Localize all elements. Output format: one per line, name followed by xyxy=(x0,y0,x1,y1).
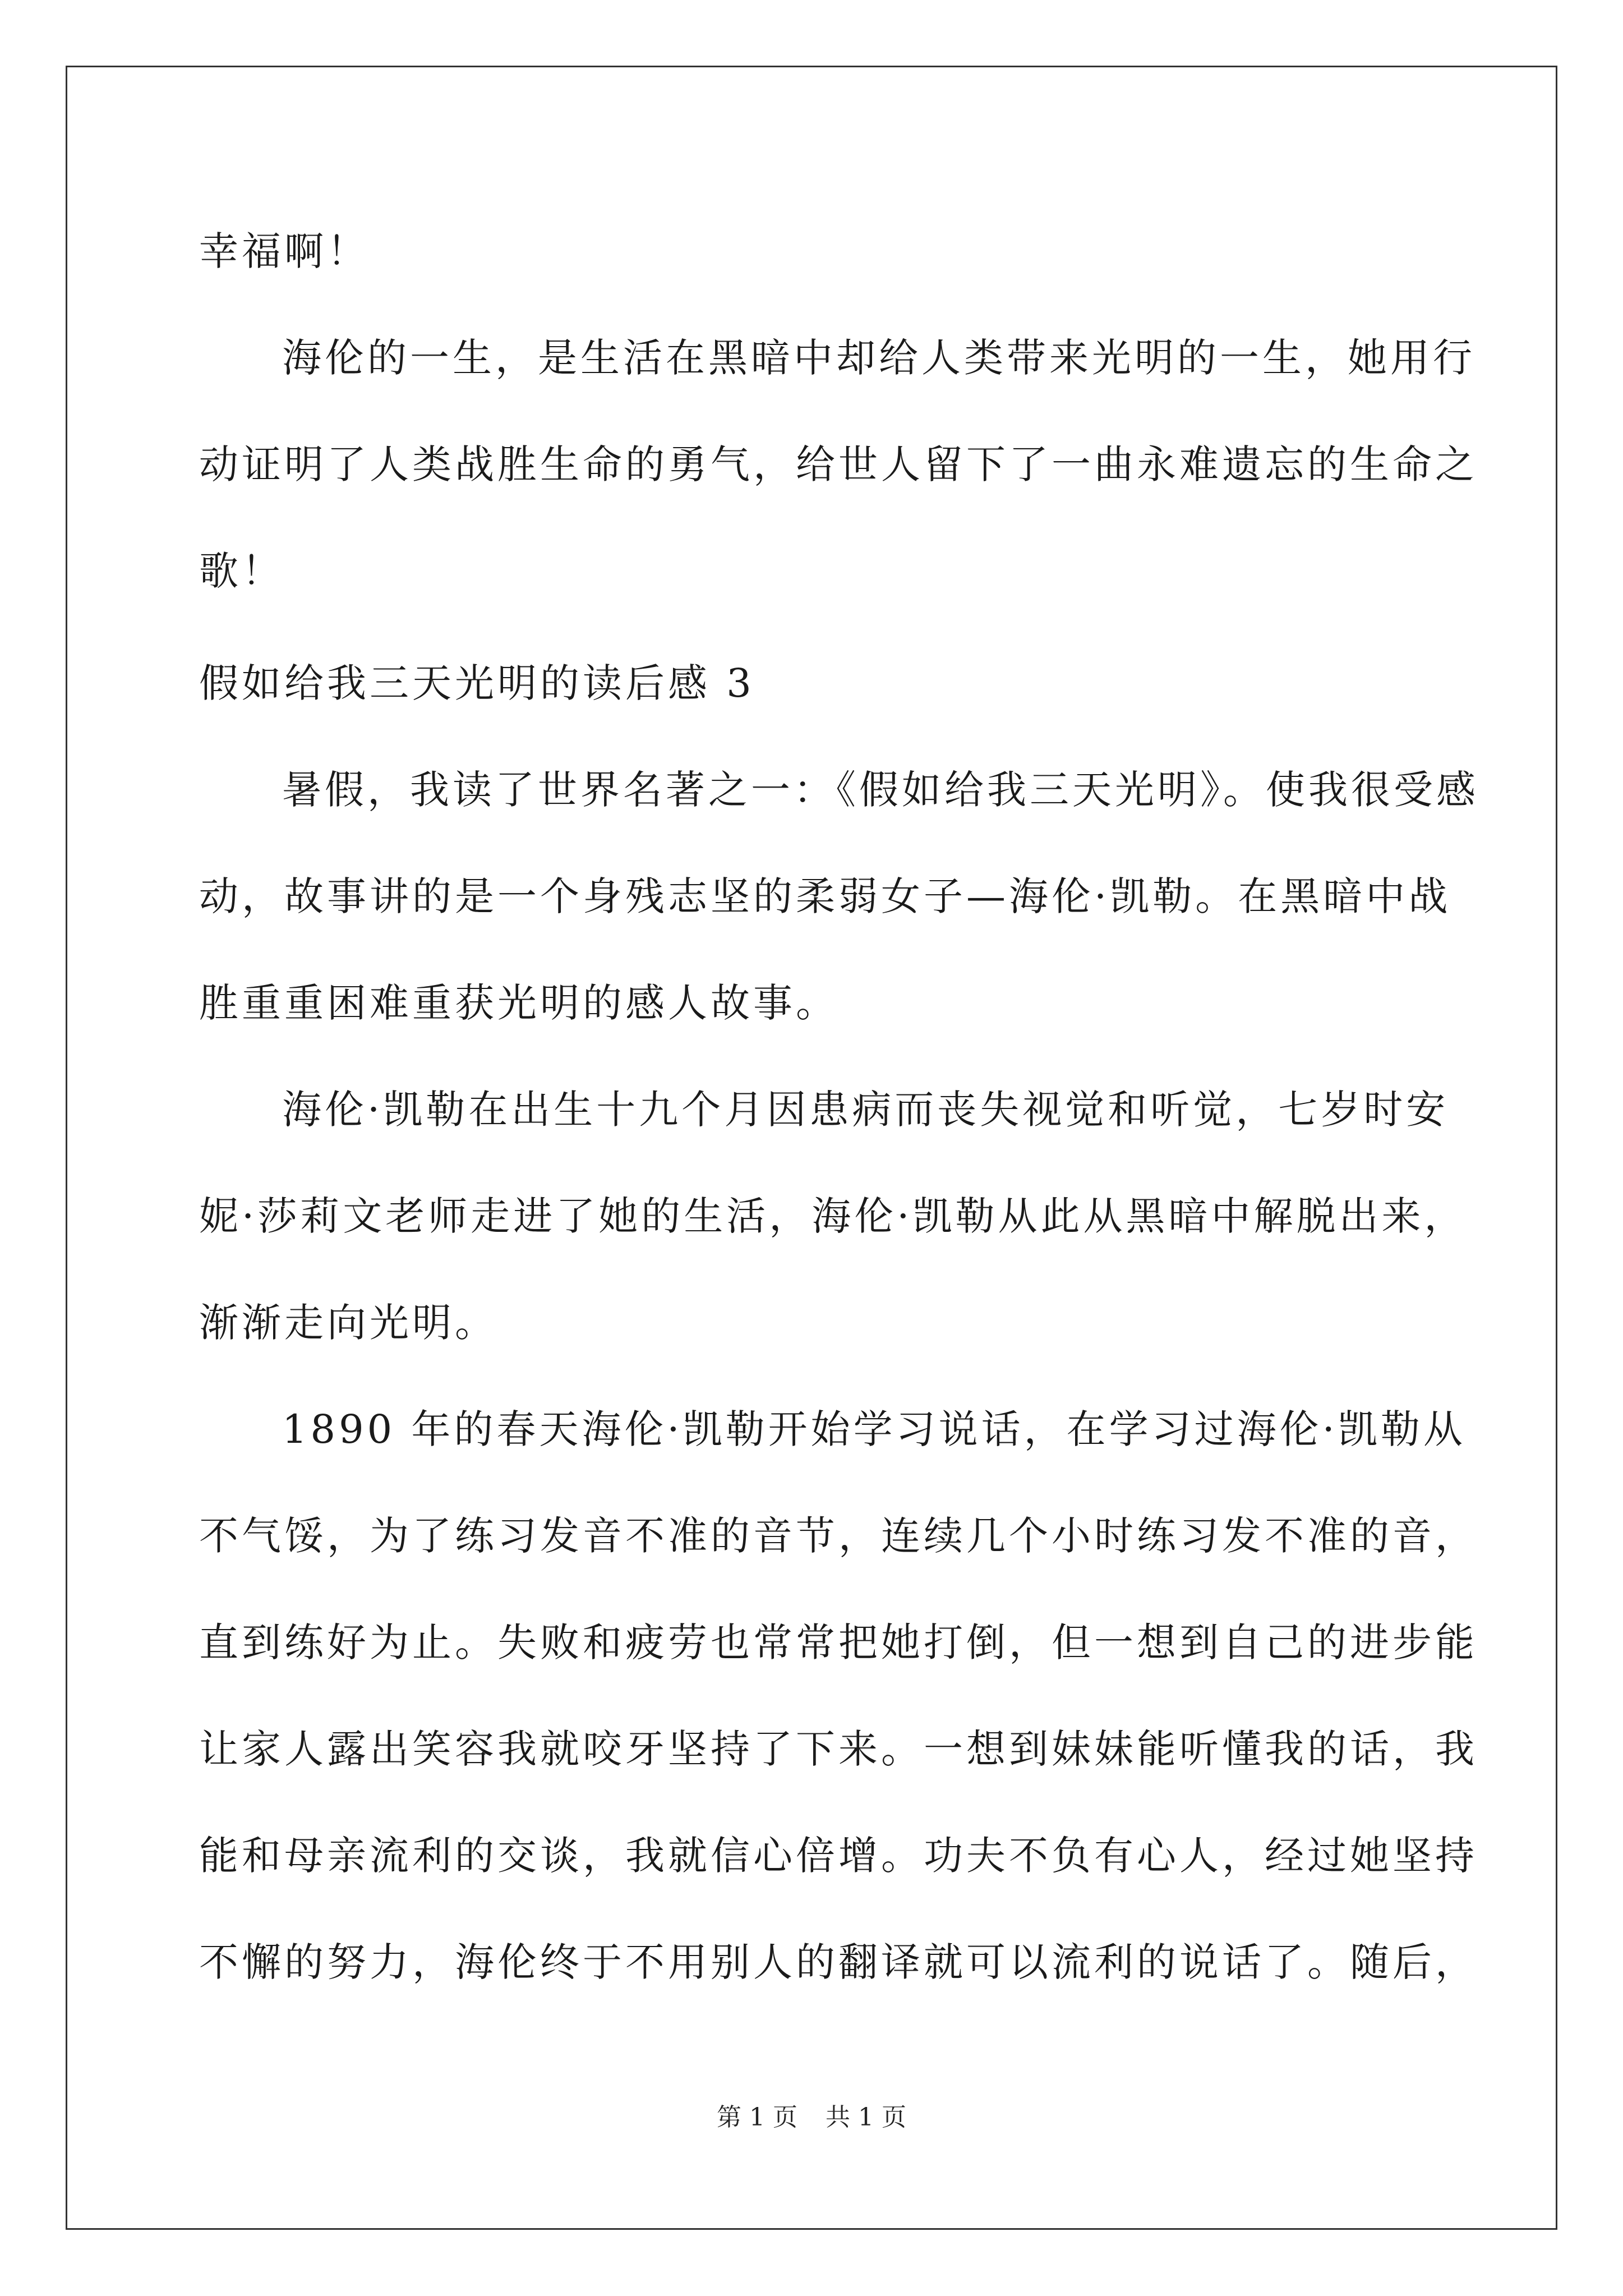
page-border xyxy=(66,66,1557,2230)
paragraph-line: 不气馁，为了练习发音不准的音节，连续几个小时练习发不准的音， xyxy=(199,1513,1478,1559)
paragraph-line: 动证明了人类战胜生命的勇气，给世人留下了一曲永难遗忘的生命之 xyxy=(199,441,1478,487)
paragraph-line: 海伦的一生，是生活在黑暗中却给人类带来光明的一生，她用行 xyxy=(282,335,1476,381)
paragraph-line: 1890 年的春天海伦·凯勒开始学习说话，在学习过海伦·凯勒从 xyxy=(282,1406,1466,1452)
page-footer xyxy=(0,2101,1623,2134)
paragraph-line: 直到练好为止。失败和疲劳也常常把她打倒，但一想到自己的进步能 xyxy=(199,1619,1478,1665)
paragraph-line: 妮·莎莉文老师走进了她的生活，海伦·凯勒从此从黑暗中解脱出来， xyxy=(199,1193,1467,1239)
paragraph-line: 让家人露出笑容我就咬牙坚持了下来。一想到妹妹能听懂我的话，我 xyxy=(199,1726,1478,1772)
paragraph-line: 渐渐走向光明。 xyxy=(199,1300,497,1346)
paragraph-line: 能和母亲流利的交谈，我就信心倍增。功夫不负有心人，经过她坚持 xyxy=(199,1833,1478,1879)
paragraph-line: 海伦·凯勒在出生十九个月因患病而丧失视觉和听觉，七岁时安 xyxy=(282,1087,1449,1133)
paragraph-line: 动，故事讲的是一个身残志坚的柔弱女子—海伦·凯勒。在黑暗中战 xyxy=(199,873,1451,919)
paragraph-line: 胜重重困难重获光明的感人故事。 xyxy=(199,980,838,1026)
section-heading: 假如给我三天光明的读后感 3 xyxy=(199,660,755,706)
page-total: 共 1 页 xyxy=(826,2103,906,2132)
page-number: 第 1 页 xyxy=(717,2103,797,2132)
paragraph-line: 不懈的努力，海伦终于不用别人的翻译就可以流利的说话了。随后， xyxy=(199,1939,1478,1985)
paragraph-line: 歌！ xyxy=(199,548,284,594)
text-line: 幸福啊！ xyxy=(199,228,370,274)
paragraph-line: 暑假，我读了世界名著之一：《假如给我三天光明》。使我很受感 xyxy=(282,767,1479,813)
